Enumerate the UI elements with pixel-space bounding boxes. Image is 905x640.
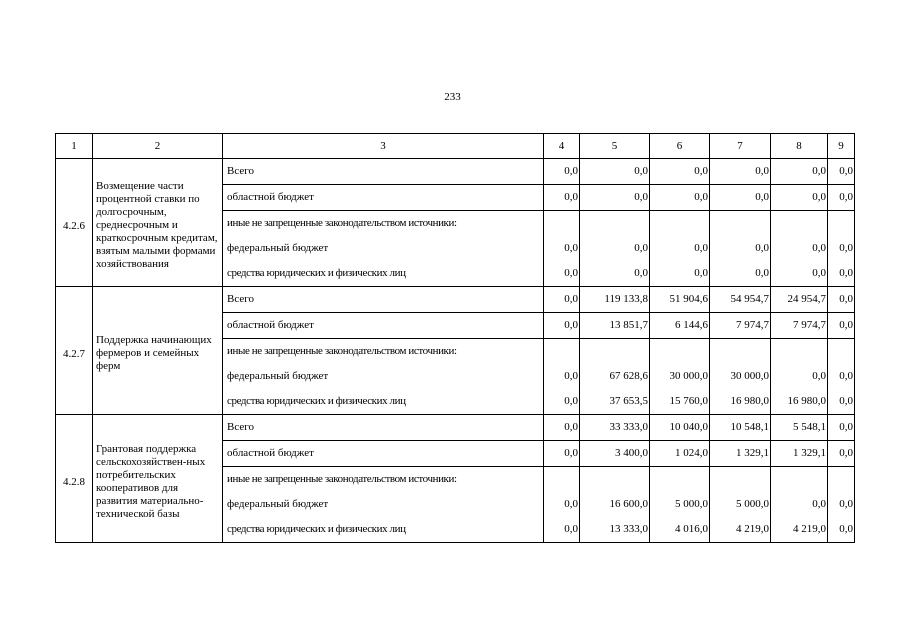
value-cell: 6 144,6 [650,313,710,339]
value-cell: 0,0 [580,236,650,261]
row-label: средства юридических и физических лиц [223,389,544,415]
value-cell [580,467,650,493]
value-cell: 5 000,0 [710,492,771,517]
value-cell: 7 974,7 [771,313,828,339]
value-cell: 0,0 [650,159,710,185]
value-cell [580,211,650,237]
value-cell: 0,0 [828,261,855,287]
table-row [56,287,855,313]
row-label: федеральный бюджет [223,236,544,261]
section-title: Грантовая поддержка сельскохозяйствен-ных потребительских кооперативов для развития материально-технической базы [93,415,223,543]
row-label: областной бюджет [223,185,544,211]
row-label: иные не запрещенные законодательством источники: [223,467,544,493]
value-cell: 3 400,0 [580,441,650,467]
row-label: средства юридических и физических лиц [223,517,544,543]
value-cell: 0,0 [544,185,580,211]
header-row [56,134,855,159]
value-cell: 24 954,7 [771,287,828,313]
financing-table [55,133,855,543]
value-cell: 4 219,0 [710,517,771,543]
value-cell: 0,0 [771,492,828,517]
value-cell: 0,0 [544,159,580,185]
value-cell [771,467,828,493]
value-cell [544,467,580,493]
value-cell: 16 600,0 [580,492,650,517]
value-cell: 0,0 [771,236,828,261]
value-cell [544,339,580,365]
row-label: Всего [223,287,544,313]
row-label: иные не запрещенные законодательством источники: [223,211,544,237]
row-label: федеральный бюджет [223,492,544,517]
value-cell: 7 974,7 [710,313,771,339]
value-cell: 30 000,0 [710,364,771,389]
value-cell: 0,0 [828,313,855,339]
page-number: 233 [444,91,461,103]
value-cell: 54 954,7 [710,287,771,313]
value-cell: 0,0 [650,185,710,211]
value-cell: 15 760,0 [650,389,710,415]
header-cell: 2 [93,134,223,159]
value-cell: 0,0 [544,492,580,517]
value-cell: 0,0 [828,287,855,313]
value-cell [828,339,855,365]
row-label: областной бюджет [223,313,544,339]
value-cell: 16 980,0 [710,389,771,415]
value-cell: 10 040,0 [650,415,710,441]
value-cell: 0,0 [544,441,580,467]
value-cell [580,339,650,365]
value-cell: 0,0 [580,261,650,287]
value-cell [771,339,828,365]
value-cell: 33 333,0 [580,415,650,441]
section-code: 4.2.6 [56,159,93,287]
value-cell: 1 329,1 [771,441,828,467]
value-cell: 30 000,0 [650,364,710,389]
row-label: федеральный бюджет [223,364,544,389]
value-cell [544,211,580,237]
section-code: 4.2.8 [56,415,93,543]
value-cell: 0,0 [650,261,710,287]
value-cell: 0,0 [544,389,580,415]
value-cell: 10 548,1 [710,415,771,441]
value-cell: 4 016,0 [650,517,710,543]
value-cell: 0,0 [771,159,828,185]
value-cell: 67 628,6 [580,364,650,389]
value-cell: 51 904,6 [650,287,710,313]
value-cell: 0,0 [771,185,828,211]
value-cell: 0,0 [828,415,855,441]
value-cell [710,211,771,237]
value-cell [771,211,828,237]
value-cell: 16 980,0 [771,389,828,415]
row-label: средства юридических и физических лиц [223,261,544,287]
value-cell: 0,0 [771,364,828,389]
value-cell: 13 851,7 [580,313,650,339]
value-cell [650,339,710,365]
value-cell [650,467,710,493]
value-cell [828,211,855,237]
value-cell: 5 548,1 [771,415,828,441]
value-cell: 0,0 [828,236,855,261]
header-cell: 8 [771,134,828,159]
value-cell: 5 000,0 [650,492,710,517]
header-cell: 6 [650,134,710,159]
value-cell: 0,0 [544,261,580,287]
value-cell [828,467,855,493]
value-cell: 0,0 [544,313,580,339]
value-cell: 0,0 [828,492,855,517]
header-cell: 5 [580,134,650,159]
value-cell: 0,0 [580,185,650,211]
value-cell: 0,0 [544,415,580,441]
section-title: Поддержка начинающих фермеров и семейных ферм [93,287,223,415]
value-cell [710,467,771,493]
value-cell: 0,0 [710,159,771,185]
value-cell: 1 024,0 [650,441,710,467]
value-cell: 0,0 [828,364,855,389]
section-title: Возмещение части процентной ставки по долгосрочным, среднесрочным и краткосрочным кредитам, взятым малыми формами хозяйствования [93,159,223,287]
table-row [56,415,855,441]
value-cell [650,211,710,237]
table-row [56,159,855,185]
value-cell: 0,0 [544,236,580,261]
header-cell: 1 [56,134,93,159]
section-code: 4.2.7 [56,287,93,415]
value-cell: 0,0 [710,185,771,211]
value-cell: 13 333,0 [580,517,650,543]
value-cell: 0,0 [828,517,855,543]
value-cell: 0,0 [710,261,771,287]
value-cell: 0,0 [544,364,580,389]
value-cell [710,339,771,365]
header-cell: 3 [223,134,544,159]
value-cell: 0,0 [650,236,710,261]
row-label: областной бюджет [223,441,544,467]
row-label: иные не запрещенные законодательством источники: [223,339,544,365]
value-cell: 0,0 [544,517,580,543]
value-cell: 0,0 [580,159,650,185]
header-cell: 4 [544,134,580,159]
header-cell: 9 [828,134,855,159]
value-cell: 0,0 [771,261,828,287]
value-cell: 0,0 [544,287,580,313]
value-cell: 0,0 [828,159,855,185]
row-label: Всего [223,159,544,185]
value-cell: 0,0 [710,236,771,261]
value-cell: 0,0 [828,389,855,415]
value-cell: 0,0 [828,441,855,467]
value-cell: 119 133,8 [580,287,650,313]
header-cell: 7 [710,134,771,159]
value-cell: 0,0 [828,185,855,211]
value-cell: 4 219,0 [771,517,828,543]
value-cell: 1 329,1 [710,441,771,467]
value-cell: 37 653,5 [580,389,650,415]
row-label: Всего [223,415,544,441]
